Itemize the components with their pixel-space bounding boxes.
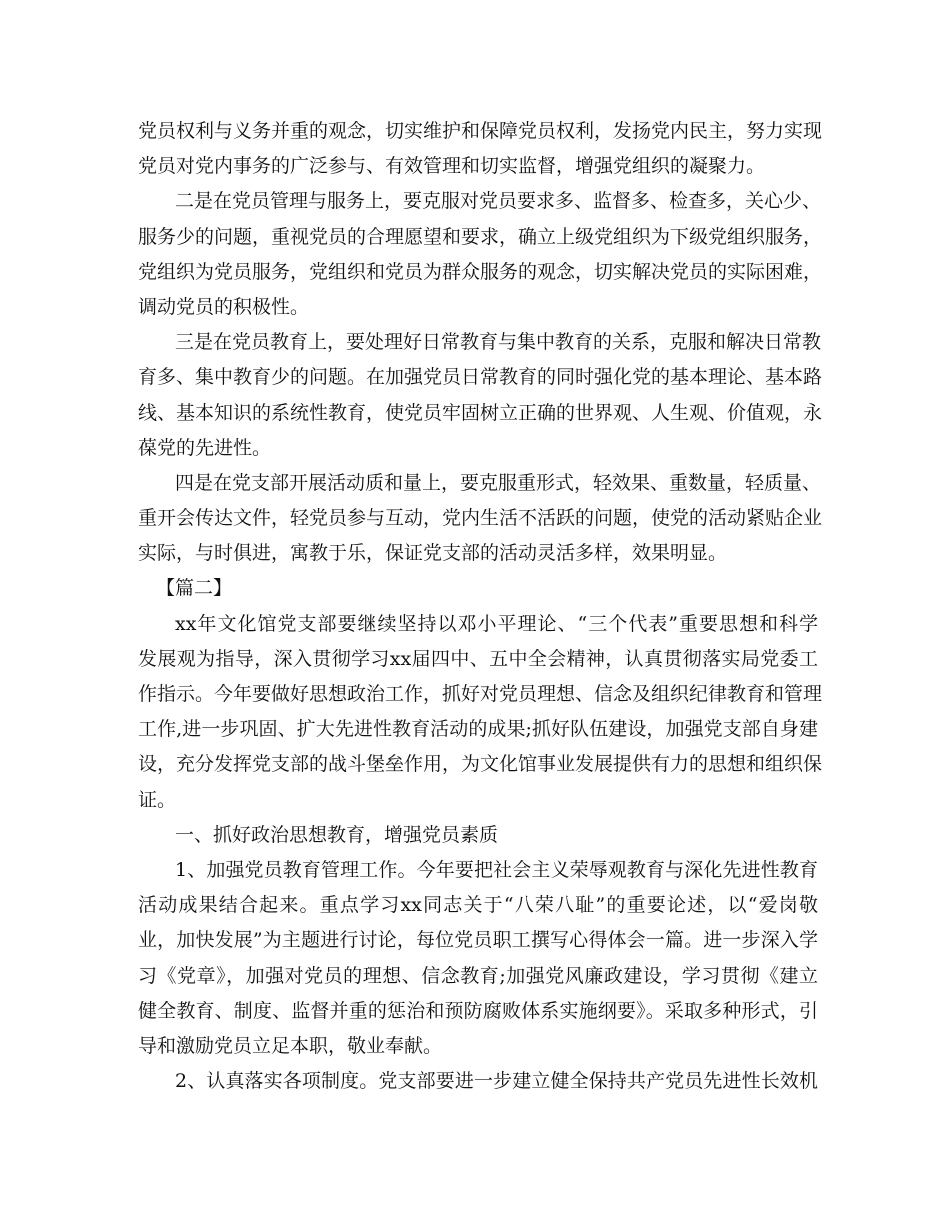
text-line: 活动成果结合起来。重点学习xx同志关于“八荣八耻”的重要论述，以“爱岗敬	[138, 894, 818, 917]
text-line: 三是在党员教育上，要处理好日常教育与集中教育的关系，克服和解决日常教	[175, 331, 822, 354]
text-line: 设，充分发挥党支部的战斗堡垒作用，为文化馆事业发展提供有力的思想和组织保	[138, 753, 823, 776]
text-line: 工作,进一步巩固、扩大先进性教育活动的成果;抓好队伍建设，加强党支部自身建	[138, 718, 818, 741]
text-line: 【篇二】	[156, 577, 233, 600]
text-line: 习《党章》，加强对党员的理想、信念教育;加强党风廉政建设，学习贯彻《建立	[138, 964, 818, 987]
text-line: 育多、集中教育少的问题。在加强党员日常教育的同时强化党的基本理论、基本路	[138, 366, 823, 389]
text-line: 党员对党内事务的广泛参与、有效管理和切实监督，增强党组织的凝聚力。	[138, 155, 766, 178]
text-line: 1、加强党员教育管理工作。今年要把社会主义荣辱观教育与深化先进性教育	[175, 858, 818, 881]
text-line: 导和激励党员立足本职，敬业奉献。	[138, 1034, 443, 1057]
text-line: 服务少的问题，重视党员的合理愿望和要求，确立上级党组织为下级党组织服务，	[138, 225, 823, 248]
text-line: 2、认真落实各项制度。党支部要进一步建立健全保持共产党员先进性长效机	[175, 1070, 818, 1093]
text-line: 党组织为党员服务，党组织和党员为群众服务的观念，切实解决党员的实际困难，	[138, 260, 823, 283]
text-line: 发展观为指导，深入贯彻学习xx届四中、五中全会精神，认真贯彻落实局党委工	[138, 647, 818, 670]
text-line: 作指示。今年要做好思想政治工作，抓好对党员理想、信念及组织纪律教育和管理	[138, 683, 823, 705]
text-line: 四是在党支部开展活动质和量上，要克服重形式，轻效果、重数量，轻质量、	[175, 471, 822, 494]
text-line: 重开会传达文件，轻党员参与互动，党内生活不活跃的问题，使党的活动紧贴企业	[138, 507, 823, 530]
text-line: 调动党员的积极性。	[138, 295, 310, 318]
text-line: 二是在党员管理与服务上，要克服对党员要求多、监督多、检查多，关心少、	[175, 190, 822, 213]
text-line: xx年文化馆党支部要继续坚持以邓小平理论、“三个代表”重要思想和科学	[175, 612, 818, 635]
text-line: 证。	[138, 788, 177, 811]
text-line: 一、抓好政治思想教育，增强党员素质	[175, 823, 499, 846]
document-body	[138, 114, 823, 1099]
text-line: 线、基本知识的系统性教育，使党员牢固树立正确的世界观、人生观、价值观，永	[138, 401, 823, 424]
text-line: 业，加快发展”为主题进行讨论，每位党员职工撰写心得体会一篇。进一步深入学	[138, 929, 818, 952]
text-line: 实际，与时俱进，寓教于乐，保证党支部的活动灵活多样，效果明显。	[138, 542, 728, 565]
text-line: 健全教育、制度、监督并重的惩治和预防腐败体系实施纲要》。采取多种形式，引	[138, 999, 818, 1022]
text-line: 党员权利与义务并重的观念，切实维护和保障党员权利，发扬党内民主，努力实现	[138, 120, 823, 142]
text-line: 葆党的先进性。	[138, 436, 272, 459]
